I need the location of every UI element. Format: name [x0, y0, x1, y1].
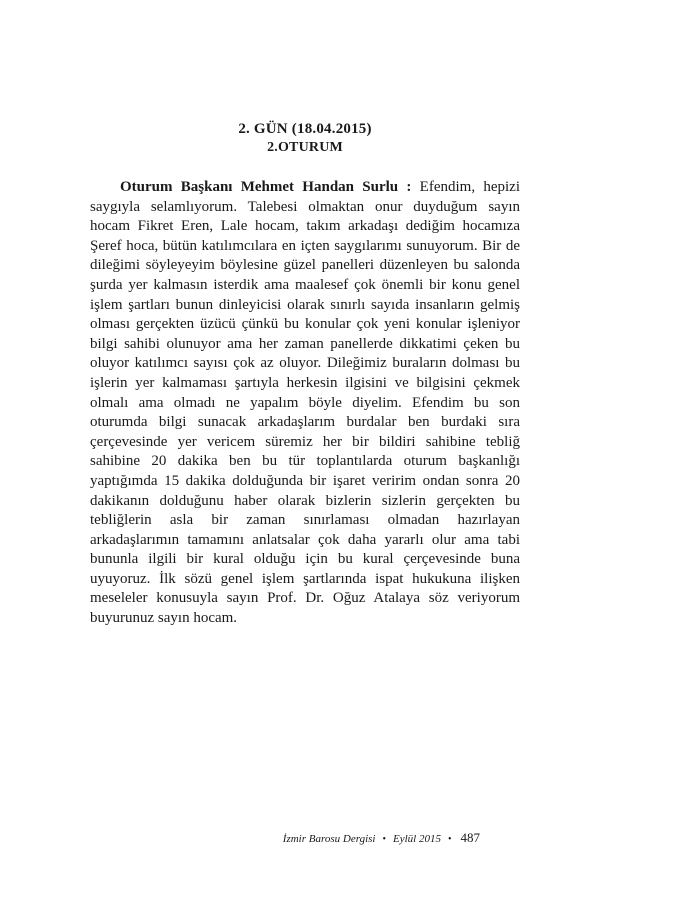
footer-bullet: • — [447, 834, 452, 845]
page-footer — [200, 830, 480, 846]
day-heading: 2. GÜN (18.04.2015) — [238, 121, 372, 137]
footer-bullet: • — [382, 834, 387, 845]
session-heading: 2.OTURUM — [267, 140, 343, 155]
speaker-name: Oturum Başkanı Mehmet Handan Surlu : — [120, 179, 412, 195]
journal-name: İzmir Barosu Dergisi — [282, 833, 376, 845]
speech-text: Efendim, hepizi saygıyla selamlıyorum. Talebesi olmaktan onur duyduğum sayın hocam Fikret Eren, Lale hocam, takım arkadaşı dediğim hocamıza Şeref hoca, bütün katılımcılara en içten saygılarımı sunuyorum. Bir de dileğimi söyleyeyim böylesine güzel panelleri düzenleyen bu salonda şurda yer kalmasın isterdik ama maalesef çok önemli bir konu genel işlem şartları bunun dinleyicisi olarak sınırlı sayıda insanların gelmiş olması gerçekten üzücü çünkü bu konular çok yeni konular işleniyor bilgi sahibi olunuyor ama her zaman panellerde dikkatimi çeken bu oluyor katılımcı sayısı çok az oluyor. Dileğimiz buraların dolması bu işlerin yer kalmaması şartıyla herkesin ilgisini ve bilgisini çekmek olmalı ama olmadı ne yapalım böyle diyelim. Efendim bu son oturumda bilgi sunacak arkadaşlarım burdalar ben burdaki sıra çerçevesinde yer vericem süremiz her bir bildiri sahibine tebliğ sahibine 20 dakika ben bu tür toplantılarda oturum başkanlığı yaptığımda 15 dakika dolduğunda bir işaret veririm ondan sonra 20 dakikanın dolduğunu haber olarak bizlerin sizlerin gerçekten bu tebliğlerin asla bir zaman sınırlaması olmadan hazırlayan arkadaşlarımın tamamını anlatsalar çok daha yararlı olur ama tabi bununla ilgili bir kural olduğu için bu kural çerçevesinde buna uyuyoruz. İlk sözü genel işlem şartlarında ispat hukukuna ilişken meseleler konusuyla sayın Prof. Dr. Oğuz Atalaya söz veriyorum buyurunuz sayın hocam. — [90, 179, 520, 627]
page-number: 487 — [460, 830, 480, 845]
journal-issue: Eylül 2015 — [393, 833, 441, 845]
transcript-paragraph — [90, 178, 520, 629]
